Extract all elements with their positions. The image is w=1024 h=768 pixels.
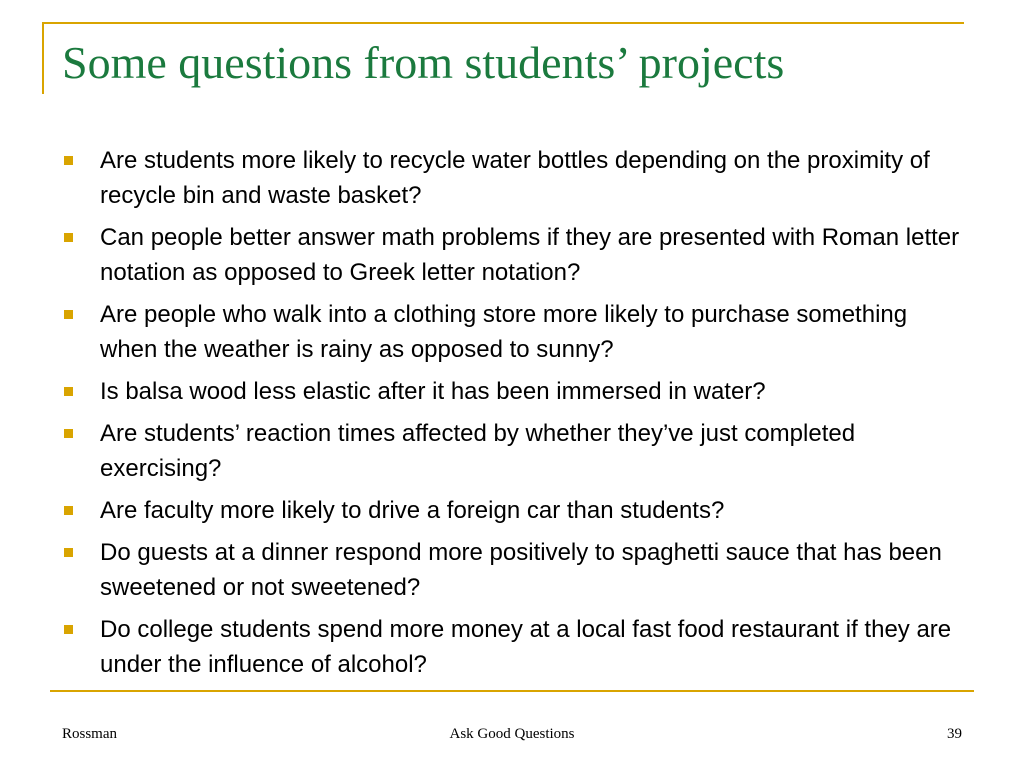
bullet-item — [62, 535, 962, 605]
bullet-text: Are students’ reaction times affected by whether they’ve just completed exercising? — [100, 420, 856, 482]
frame-top-rule — [42, 22, 964, 24]
square-bullet-icon — [64, 625, 73, 634]
slide-title: Some questions from students’ projects — [62, 37, 785, 88]
bullet-text: Do guests at a dinner respond more positively to spaghetti sauce that has been sweetened or not sweetened? — [100, 539, 942, 601]
square-bullet-icon — [64, 506, 73, 515]
bullet-list — [62, 143, 962, 689]
square-bullet-icon — [64, 156, 73, 165]
bullet-item — [62, 612, 962, 682]
bullet-text: Are people who walk into a clothing store more likely to purchase something when the weather is rainy as opposed to sunny? — [100, 301, 908, 363]
square-bullet-icon — [64, 548, 73, 557]
bullet-item — [62, 143, 962, 213]
square-bullet-icon — [64, 429, 73, 438]
bullet-text: Can people better answer math problems if they are presented with Roman letter notation as opposed to Greek letter notation? — [100, 224, 960, 286]
bullet-text: Are students more likely to recycle water bottles depending on the proximity of recycle bin and waste basket? — [100, 147, 930, 209]
bullet-item — [62, 220, 962, 290]
square-bullet-icon — [64, 233, 73, 242]
footer-page-number: 39 — [947, 726, 962, 742]
bullet-text: Are faculty more likely to drive a foreign car than students? — [100, 497, 725, 524]
bullet-item — [62, 297, 962, 367]
bullet-item — [62, 374, 962, 409]
bullet-text: Do college students spend more money at a local fast food restaurant if they are under the influence of alcohol? — [100, 616, 952, 678]
footer-rule — [50, 690, 974, 692]
bullet-item — [62, 416, 962, 486]
footer-author: Rossman — [62, 726, 118, 742]
frame-left-rule — [42, 22, 44, 94]
footer-deck-title: Ask Good Questions — [449, 726, 575, 742]
bullet-text: Is balsa wood less elastic after it has been immersed in water? — [100, 378, 766, 405]
bullet-item — [62, 493, 962, 528]
square-bullet-icon — [64, 387, 73, 396]
square-bullet-icon — [64, 310, 73, 319]
